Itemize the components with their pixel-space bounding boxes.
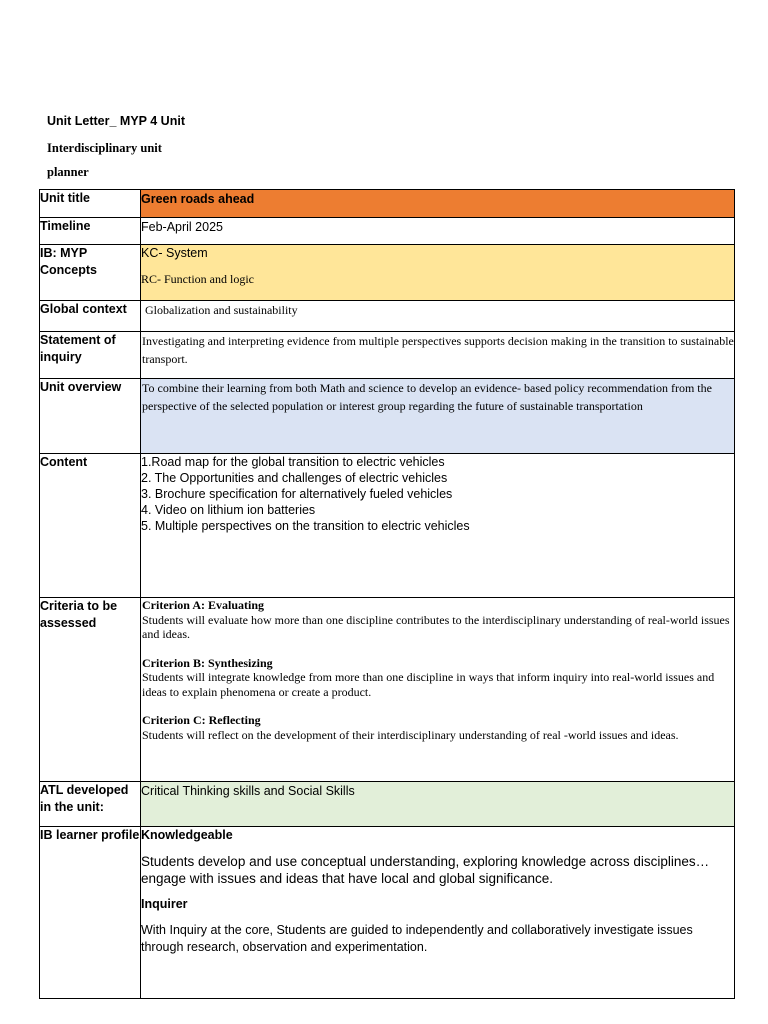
label-content: Content — [40, 454, 141, 598]
row-concepts — [40, 245, 735, 301]
row-learner-profile — [40, 827, 735, 999]
related-concept-text: RC- Function and logic — [141, 272, 254, 286]
criterion-b-title: Criterion B: Synthesizing — [142, 655, 273, 670]
value-unit-overview — [141, 379, 735, 454]
learner-profile-knowledgeable-title: Knowledgeable — [141, 828, 233, 842]
value-atl — [141, 782, 735, 827]
value-content — [141, 454, 735, 598]
row-atl — [40, 782, 735, 827]
value-concepts — [141, 245, 735, 301]
row-unit-overview — [40, 379, 735, 454]
learner-profile-inquirer-text: With Inquiry at the core, Students are guided to independently and collaboratively investigate issues through research, observation and experimentation. — [141, 923, 693, 954]
statement-of-inquiry-text: Investigating and interpreting evidence from multiple perspectives supports decision making in the transition to sustainable transport. — [142, 334, 734, 366]
document-title: Unit Letter_ MYP 4 Unit — [47, 114, 185, 128]
criterion-c-title: Criterion C: Reflecting — [142, 713, 261, 727]
row-criteria — [40, 598, 735, 782]
content-item: 2. The Opportunities and challenges of electric vehicles — [141, 471, 448, 485]
label-timeline: Timeline — [40, 218, 141, 245]
key-concept-text: KC- System — [141, 246, 208, 260]
content-item: 4. Video on lithium ion batteries — [141, 503, 316, 517]
label-atl: ATL developed in the unit: — [40, 782, 141, 827]
atl-text: Critical Thinking skills and Social Skills — [141, 784, 355, 798]
unit-title-text: Green roads ahead — [141, 192, 255, 206]
value-learner-profile — [141, 827, 735, 999]
criterion-a-text: Students will evaluate how more than one discipline contributes to the interdisciplinary understanding of real-world issues and ideas. — [142, 612, 730, 641]
label-unit-overview: Unit overview — [40, 379, 141, 454]
criterion-b-text: Students will integrate knowledge from more than one discipline in ways that inform inquiry into real-world issues and ideas to explain phenomena or create a product. — [142, 670, 715, 699]
row-content — [40, 454, 735, 598]
criterion-c-text: Students will reflect on the development of their interdisciplinary understanding of real -world issues and ideas. — [142, 727, 679, 742]
row-statement-of-inquiry — [40, 332, 735, 379]
document-subtitle: Interdisciplinary unit — [47, 141, 162, 155]
global-context-text: Globalization and sustainability — [145, 303, 298, 317]
document-subtitle-cont: planner — [47, 165, 89, 179]
content-item: 5. Multiple perspectives on the transition to electric vehicles — [141, 519, 470, 533]
value-criteria — [141, 598, 735, 782]
value-statement-of-inquiry — [141, 332, 735, 379]
label-concepts: IB: MYP Concepts — [40, 245, 141, 301]
content-item: 1.Road map for the global transition to electric vehicles — [141, 455, 445, 469]
learner-profile-inquirer-title: Inquirer — [141, 897, 188, 911]
value-global-context — [141, 301, 735, 332]
row-timeline — [40, 218, 735, 245]
label-unit-title: Unit title — [40, 190, 141, 218]
learner-profile-knowledgeable-text: Students develop and use conceptual understanding, exploring knowledge across disciplines…engage with issues and ideas that have local and global significance. — [141, 854, 710, 886]
label-statement-of-inquiry: Statement of inquiry — [40, 332, 141, 379]
value-unit-title — [141, 190, 735, 218]
row-global-context — [40, 301, 735, 332]
criterion-a-title: Criterion A: Evaluating — [142, 598, 264, 612]
value-timeline — [141, 218, 735, 245]
label-learner-profile: IB learner profile — [40, 827, 141, 999]
unit-planner-table — [39, 189, 735, 999]
label-global-context: Global context — [40, 301, 141, 332]
timeline-text: Feb-April 2025 — [141, 220, 223, 234]
label-criteria: Criteria to be assessed — [40, 598, 141, 782]
content-item: 3. Brochure specification for alternatively fueled vehicles — [141, 487, 453, 501]
unit-overview-text: To combine their learning from both Math and science to develop an evidence- based policy recommendation from the perspective of the selected population or interest group regarding the future of sustainable transportation — [142, 381, 712, 413]
row-unit-title — [40, 190, 735, 218]
